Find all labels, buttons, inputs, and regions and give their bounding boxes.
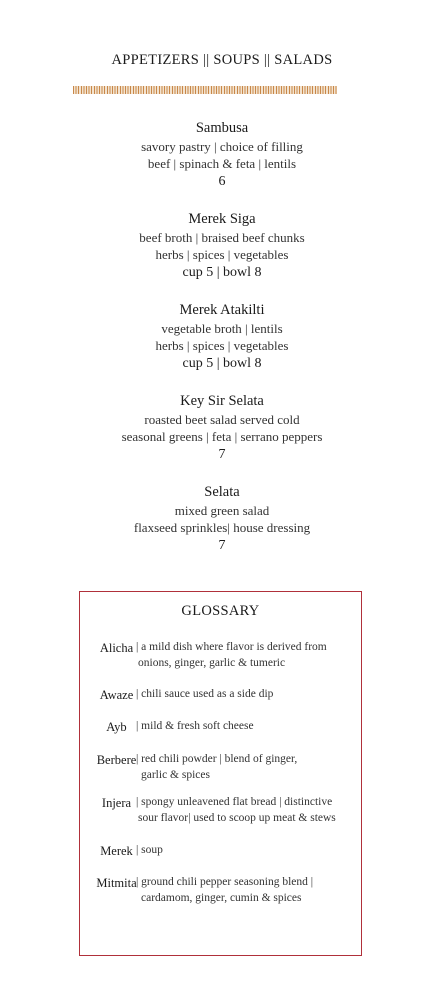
item-name: Selata <box>204 484 240 500</box>
glossary-term: Mitmita <box>96 876 137 890</box>
glossary-definition <box>136 719 360 735</box>
item-name: Key Sir Selata <box>180 393 264 409</box>
glossary-term: Injera <box>101 796 132 810</box>
glossary-definition <box>136 875 360 906</box>
item-price: cup 5 | bowl 8 <box>182 265 262 280</box>
item-price: cup 5 | bowl 8 <box>182 356 262 371</box>
menu-item-sambusa <box>0 118 444 191</box>
menu-items <box>0 118 444 573</box>
item-description: beef | spinach & feta | lentils <box>147 156 297 171</box>
definition-line: onions, ginger, garlic & tumeric <box>138 656 286 669</box>
definition-line: | ground chili pepper seasoning blend | <box>136 876 314 888</box>
glossary-definition <box>136 687 360 703</box>
item-description: seasonal greens | feta | serrano peppers <box>121 429 323 444</box>
item-price: 7 <box>218 538 226 553</box>
glossary-definition <box>136 640 360 671</box>
definition-line: | mild & fresh soft cheese <box>136 720 254 732</box>
menu-item-selata <box>0 482 444 555</box>
item-description: mixed green salad <box>174 503 270 518</box>
definition-line: | chili sauce used as a side dip <box>136 688 274 700</box>
definition-line: garlic & spices <box>141 768 210 781</box>
definition-line: | a mild dish where flavor is derived from <box>136 641 327 653</box>
item-description: flaxseed sprinkles| house dressing <box>133 520 311 535</box>
item-description: herbs | spices | vegetables <box>155 338 289 353</box>
glossary-definition <box>136 795 360 826</box>
item-description: roasted beet salad served cold <box>144 412 300 427</box>
definition-line: | spongy unleavened flat bread | distinctive <box>136 796 333 808</box>
glossary-title: GLOSSARY <box>181 603 260 619</box>
item-description: vegetable broth | lentils <box>161 321 283 336</box>
definition-line: cardamom, ginger, cumin & spices <box>141 891 302 904</box>
definition-line: | red chili powder | blend of ginger, <box>136 753 298 765</box>
item-price: 6 <box>218 174 226 189</box>
glossary-term: Ayb <box>106 720 127 734</box>
glossary-term: Awaze <box>99 688 134 702</box>
glossary-term: Merek <box>100 844 133 858</box>
menu-item-merek-atakilti <box>0 300 444 373</box>
item-price: 7 <box>218 447 226 462</box>
item-description: savory pastry | choice of filling <box>141 139 303 154</box>
ornamental-divider <box>73 86 337 94</box>
glossary-definition <box>136 752 360 783</box>
item-name: Sambusa <box>195 120 249 136</box>
glossary-definition <box>136 843 360 859</box>
item-description: herbs | spices | vegetables <box>155 247 289 262</box>
menu-item-key-sir-selata <box>0 391 444 464</box>
item-name: Merek Siga <box>188 211 256 227</box>
item-name: Merek Atakilti <box>179 302 265 318</box>
glossary-term: Alicha <box>99 641 134 655</box>
definition-line: sour flavor| used to scoop up meat & stews <box>138 811 336 824</box>
glossary-term: Berbere <box>96 753 137 767</box>
item-description: beef broth | braised beef chunks <box>139 230 305 245</box>
glossary-box <box>79 591 362 956</box>
definition-line: | soup <box>136 844 163 856</box>
menu-item-merek-siga <box>0 209 444 282</box>
menu-section-title: APPETIZERS || SOUPS || SALADS <box>111 52 333 68</box>
